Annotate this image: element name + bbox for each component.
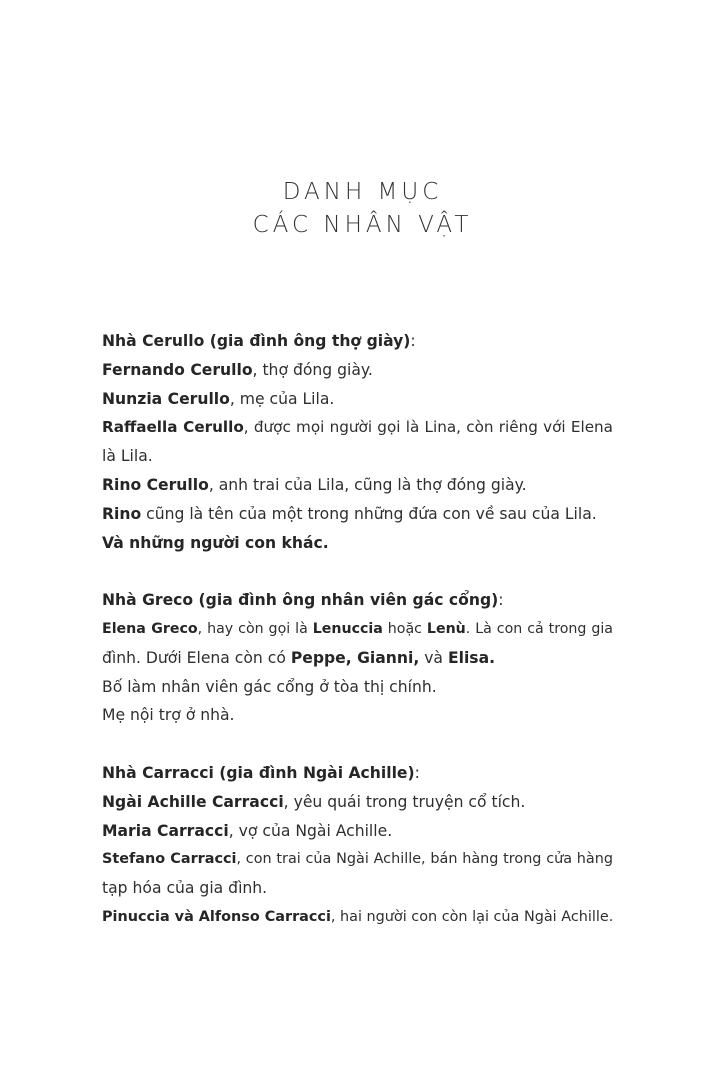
section-heading: Nhà Carracci (gia đình Ngài Achille): xyxy=(102,763,420,782)
list-item: Ngài Achille Carracci, yêu quái trong truyện cổ tích. xyxy=(102,792,526,811)
list-item: Stefano Carracci, con trai của Ngài Achille, bán hàng trong cửa hàng xyxy=(102,851,613,868)
title-line-2: CÁC NHÂN VẬT xyxy=(252,212,473,238)
list-item: Mẹ nội trợ ở nhà. xyxy=(102,706,235,725)
section-heading: Nhà Cerullo (gia đình ông thợ giày): xyxy=(102,332,416,350)
list-item: Pinuccia và Alfonso Carracci, hai người con còn lại của Ngài Achille. xyxy=(102,908,614,925)
list-item: Và những người con khác. xyxy=(102,533,329,552)
section-cerullo xyxy=(102,327,613,557)
list-item: Maria Carracci, vợ của Ngài Achille. xyxy=(102,821,393,840)
section-greco xyxy=(102,586,613,730)
section-carracci xyxy=(102,759,613,932)
list-item: Rino cũng là tên của một trong những đứa con về sau của Lila. xyxy=(102,504,597,523)
section-heading: Nhà Greco (gia đình ông nhân viên gác cổng): xyxy=(102,591,504,610)
list-item-continuation: đình. Dưới Elena còn có Peppe, Gianni, và Elisa. xyxy=(102,648,496,667)
title-line-1: DANH MỤC xyxy=(282,179,443,205)
list-item: Fernando Cerullo, thợ đóng giày. xyxy=(102,360,373,379)
section-gap xyxy=(102,557,613,586)
list-item: Raffaella Cerullo, được mọi người gọi là Lina, còn riêng với Elena xyxy=(102,418,613,437)
list-item: Rino Cerullo, anh trai của Lila, cũng là thợ đóng giày. xyxy=(102,475,527,494)
section-gap xyxy=(102,730,613,759)
list-item: Elena Greco, hay còn gọi là Lenuccia hoặc Lenù. Là con cả trong gia xyxy=(102,620,613,637)
list-item-continuation: tạp hóa của gia đình. xyxy=(102,879,268,898)
list-item: Bố làm nhân viên gác cổng ở tòa thị chính. xyxy=(102,677,437,696)
list-item: Nunzia Cerullo, mẹ của Lila. xyxy=(102,389,335,408)
page-title xyxy=(0,176,725,242)
list-item-continuation: là Lila. xyxy=(102,447,153,466)
character-list xyxy=(102,327,613,932)
